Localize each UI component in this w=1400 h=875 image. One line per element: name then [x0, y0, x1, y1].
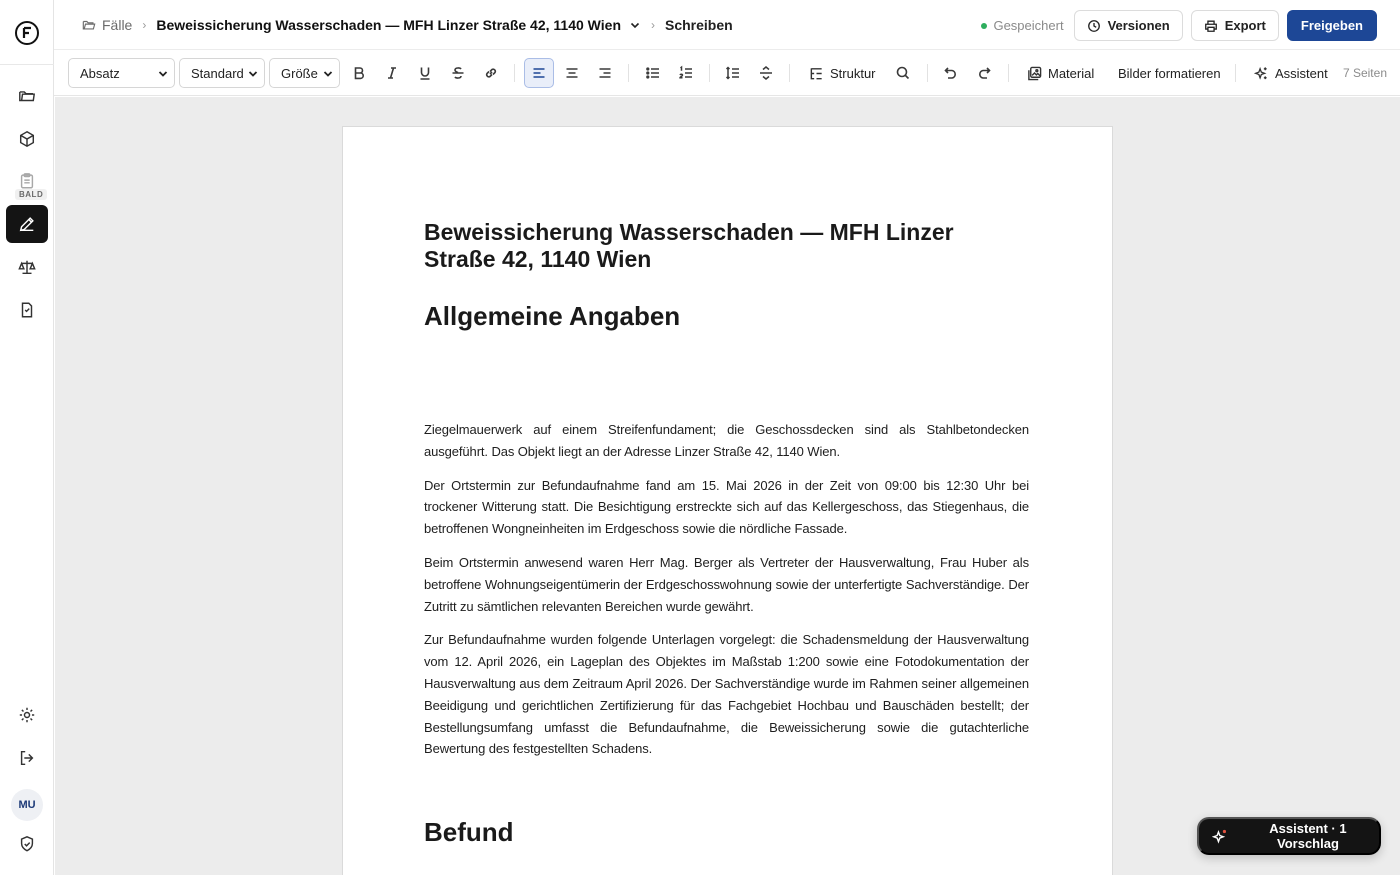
folder-open-icon: [82, 18, 96, 32]
user-avatar[interactable]: MU: [11, 789, 43, 821]
redo-icon[interactable]: [969, 58, 999, 88]
assistant-label: Assistent: [1275, 65, 1328, 81]
size-value: Größe: [281, 65, 318, 81]
material-button[interactable]: [1027, 58, 1094, 88]
material-label: Material: [1048, 65, 1095, 81]
cube-icon[interactable]: [6, 120, 48, 158]
breadcrumb-cases-label: Fälle: [102, 17, 133, 33]
coming-soon-badge: BALD: [15, 189, 47, 200]
chevron-down-icon: [629, 19, 641, 31]
paragraph[interactable]: Beim Ortstermin anwesend waren Herr Mag. Berger als Vertreter der Hausverwaltung, Frau Huber als betroffene Wohnungseigentümerin der Erdgeschosswohnung sowie der unterfertigte Sachverständige. Der Zutritt zu sämtlichen relevanten Bereichen wurde gewährt.: [424, 554, 1029, 614]
versions-label: Versionen: [1107, 18, 1170, 33]
app-logo-icon[interactable]: [14, 20, 40, 46]
versions-button[interactable]: [1074, 10, 1183, 41]
folder-icon[interactable]: [6, 77, 48, 115]
save-status: [981, 18, 1063, 33]
document-body[interactable]: [424, 419, 1029, 772]
editor-canvas: [55, 97, 1400, 875]
search-icon[interactable]: [888, 58, 918, 88]
structure-label: Struktur: [830, 65, 876, 81]
font-value: Standard: [191, 65, 244, 81]
save-status-label: Gespeichert: [993, 18, 1064, 33]
format-toolbar: [54, 50, 1400, 96]
paragraph-style-select[interactable]: [68, 58, 175, 88]
document-title[interactable]: Beweissicherung Wasserschaden — MFH Linzer Straße 42, 1140 Wien: [424, 219, 954, 272]
structure-button[interactable]: [809, 58, 876, 88]
breadcrumb-cases-link[interactable]: [82, 17, 132, 33]
chevron-right-icon: ›: [651, 18, 655, 32]
shield-check-icon[interactable]: [6, 825, 48, 863]
assistant-button[interactable]: [1254, 58, 1328, 88]
bold-icon[interactable]: [344, 58, 374, 88]
paragraph[interactable]: Zur Befundaufnahme wurden folgende Unterlagen vorgelegt: die Schadensmeldung der Hausverwaltung vom 12. April 2026, ein Lageplan des Objektes im Maßstab 1:200 sowie eine Fotodokumentation der Hausverwaltung aus dem Zeitraum April 2026. Der Sachverständige wurde im Rahmen seiner allgemeinen Beeidigung und gerichtlichen Zertifizierung für das Fachgebiet Hochbau und Bauschäden bestellt; der Bestellungsumfang umfasst die Befundaufnahme, die Beweissicherung sowie die gutachterliche Bewertung des festgestellten Schadens.: [424, 632, 1029, 757]
breadcrumb: [82, 0, 733, 50]
document-check-icon[interactable]: [6, 291, 48, 329]
top-actions: [981, 10, 1377, 41]
chevron-down-icon: [323, 69, 333, 79]
format-images-button[interactable]: [1118, 58, 1221, 88]
heading-general-info[interactable]: Allgemeine Angaben: [424, 301, 681, 331]
undo-icon[interactable]: [936, 58, 966, 88]
toolbar-divider: [514, 64, 515, 82]
link-icon[interactable]: [476, 58, 506, 88]
top-bar: [54, 0, 1400, 50]
assistant-suggestion-label: Assistent · 1 Vorschlag: [1269, 821, 1347, 851]
underline-icon[interactable]: [410, 58, 440, 88]
chevron-right-icon: ›: [142, 18, 147, 32]
chevron-down-icon: [248, 69, 258, 79]
numbered-list-icon[interactable]: [671, 58, 701, 88]
tree-icon: [809, 66, 824, 81]
align-right-icon[interactable]: [590, 58, 620, 88]
rail-divider: [0, 64, 54, 65]
pen-icon[interactable]: [6, 205, 48, 243]
gear-icon[interactable]: [6, 696, 48, 734]
paragraph[interactable]: Der Ortstermin zur Befundaufnahme fand am 15. Mai 2026 in der Zeit von 09:00 bis 12:30 Uhr bei trockener Witterung statt. Die Besichtigung erstreckte sich auf das Kellergeschoss, das Stiegenhaus, die betroffenen Wongneinheiten im Erdgeschoss sowie die nördliche Fassade.: [424, 477, 1029, 537]
toolbar-divider: [628, 64, 629, 82]
publish-button[interactable]: Freigeben: [1287, 10, 1377, 41]
toolbar-divider: [709, 64, 710, 82]
app-rail: [0, 0, 54, 875]
images-icon: [1027, 66, 1042, 81]
export-label: Export: [1224, 18, 1266, 33]
toolbar-divider: [1008, 64, 1009, 82]
breadcrumb-mode: Schreiben: [665, 17, 733, 33]
document-page[interactable]: [342, 126, 1113, 875]
clock-icon: [1087, 19, 1101, 33]
font-select[interactable]: [179, 58, 265, 88]
page-count: 7 Seiten: [1342, 66, 1387, 80]
toolbar-divider: [789, 64, 790, 82]
document-switcher[interactable]: [156, 17, 641, 33]
paragraph-style-value: Absatz: [80, 65, 120, 81]
paragraph[interactable]: Ziegelmauerwerk auf einem Streifenfundament; die Geschossdecken sind als Stahlbetondecken ausgeführt. Das Objekt liegt an der Adresse Linzer Straße 42, 1140 Wien.: [424, 422, 1029, 459]
format-images-label: Bilder formatieren: [1118, 65, 1221, 81]
heading-findings[interactable]: Befund: [424, 817, 514, 847]
align-left-icon[interactable]: [524, 58, 554, 88]
italic-icon[interactable]: [377, 58, 407, 88]
page-break-icon[interactable]: [751, 58, 781, 88]
saved-dot-icon: [981, 23, 987, 29]
toolbar-divider: [1235, 64, 1236, 82]
assistant-suggestion-button[interactable]: [1197, 817, 1381, 855]
chevron-down-icon: [158, 69, 168, 79]
printer-icon: [1204, 19, 1218, 33]
breadcrumb-document-title: Beweissicherung Wasserschaden — MFH Linzer Straße 42, 1140 Wien: [156, 17, 621, 33]
sparkle-icon: [1254, 66, 1269, 81]
export-button[interactable]: [1191, 10, 1279, 41]
toolbar-divider: [927, 64, 928, 82]
bullet-list-icon[interactable]: [638, 58, 668, 88]
line-spacing-icon[interactable]: [718, 58, 748, 88]
size-select[interactable]: [269, 58, 340, 88]
scales-icon[interactable]: [6, 248, 48, 286]
logout-icon[interactable]: [6, 739, 48, 777]
strikethrough-icon[interactable]: [443, 58, 473, 88]
sparkle-icon: [1212, 828, 1228, 844]
align-center-icon[interactable]: [557, 58, 587, 88]
